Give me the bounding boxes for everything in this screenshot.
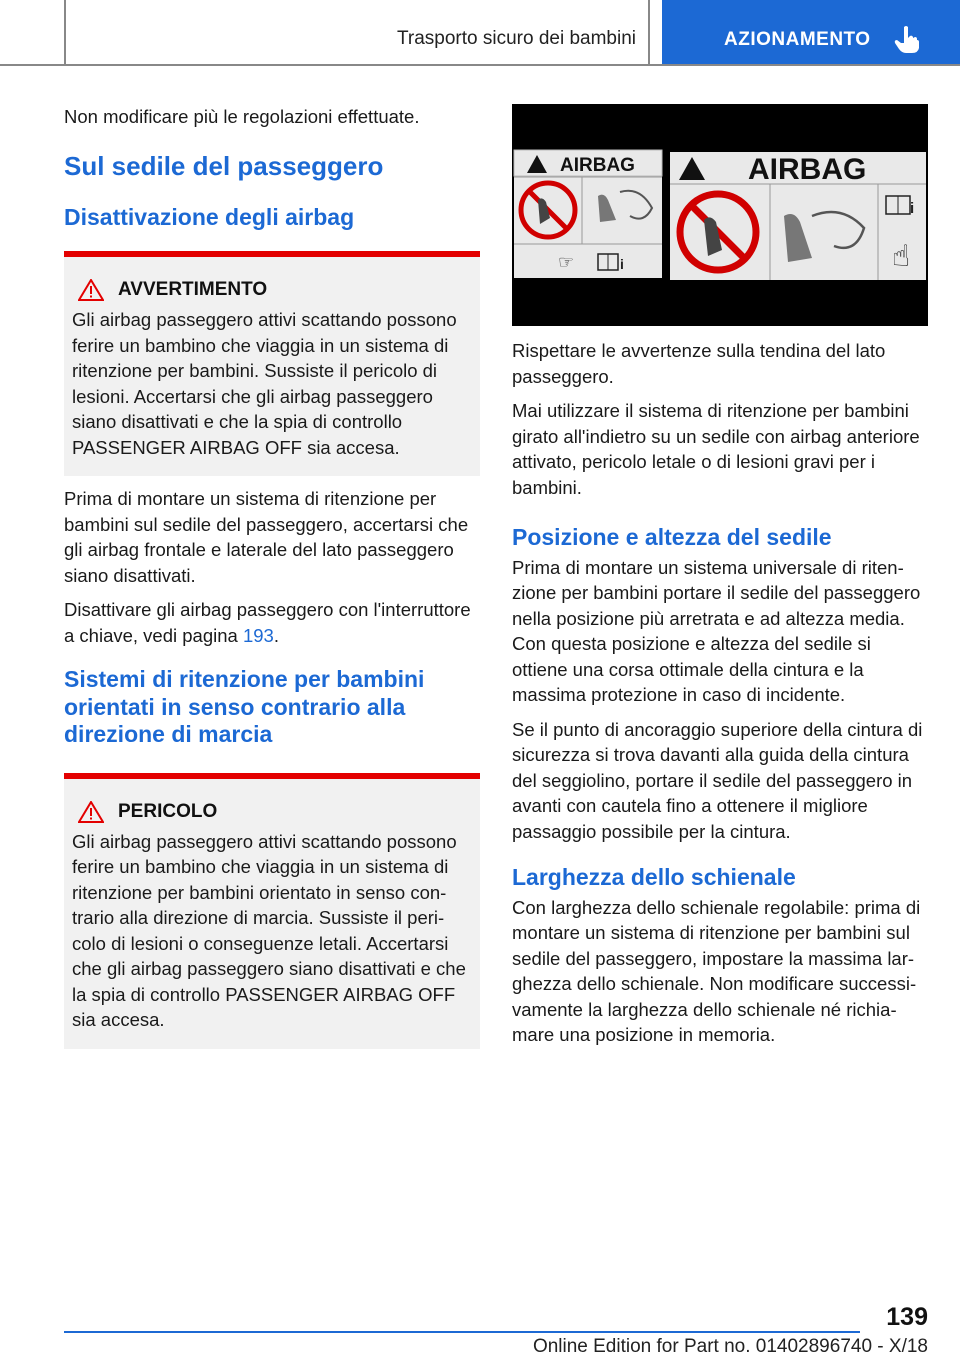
intro-text: Non modificare più le regolazioni effettuate. <box>64 106 420 127</box>
header-section-title: Trasporto sicuro dei bambini <box>396 28 636 49</box>
chapter-tab-label[interactable]: AZIONAMENTO <box>724 29 871 50</box>
paragraph-never-rear-facing: Mai utilizzare il sistema di ritenzione per bambini girato all'indietro su un sedile con airbag anteriore attivato, pericolo letale o di lesioni gravi per i bambini. <box>512 400 920 498</box>
svg-text:i: i <box>910 200 915 217</box>
section-title-rear-facing: Sistemi di ritenzione per bambini orientati in senso contrario alla direzione di marcia <box>64 666 425 747</box>
paragraph-key-switch <box>64 597 480 648</box>
paragraph-belt-anchor: Se il punto di ancoraggio superiore della cintura di sicurezza si trova davanti alla guida della cintura del seggiolino, portare il sedile del passeggero in avanti con cautela fino a ottenere il migliore passaggio possibile per la cintura. <box>512 718 923 842</box>
right-column <box>512 104 928 1057</box>
warning-title: AVVERTIMENTO <box>118 279 268 300</box>
section-title-backrest-width: Larghezza dello schienale <box>512 864 796 890</box>
danger-box <box>64 773 480 1049</box>
header-rule <box>0 64 960 66</box>
paragraph-seat-position: Prima di montare un sistema universale di ritenzione per bambini portare il sedile del passeggero nella posizione più arretrata e ad altezza media. Con questa posizione e altezza del sedile si ottiene una corsa ottimale della cintura e la massima protezione in caso di incidente. <box>512 556 921 705</box>
airbag-label-graphic <box>512 104 928 326</box>
page-number: 139 <box>886 1303 928 1331</box>
small-airbag-text: AIRBAG <box>560 155 635 176</box>
chapter-title: Sul sedile del passeggero <box>64 150 384 181</box>
paragraph-curtain-warnings: Rispettare le avvertenze sulla tendina del lato passeggero. <box>512 340 886 387</box>
danger-header <box>72 801 468 823</box>
danger-text: Gli airbag passeggero attivi scattando possono ferire un bambino che viaggia in un sistema di ritenzione per bambini orientato in senso contrario alla direzione di marcia. Sussiste il pericolo di lesioni o conseguenze letali. Accertarsi che gli airbag passeggero siano disattivati e che la spia di controllo PASSENGER AIRBAG OFF sia accesa. <box>72 830 466 1030</box>
large-airbag-text: AIRBAG <box>748 153 867 186</box>
airbag-warning-label-image <box>512 104 928 326</box>
warning-text: Gli airbag passeggero attivi scattando possono ferire un bambino che viaggia in un sistema di ritenzione per bambini. Sussiste il pericolo di lesioni. Accertarsi che gli airbag passeggero siano disattivati e che la spia di controllo PASSENGER AIRBAG OFF sia accesa. <box>72 309 457 458</box>
section-title-seat-position: Posizione e altezza del sedile <box>512 524 832 550</box>
warning-triangle-icon <box>78 279 104 301</box>
key-switch-end: . <box>273 624 279 646</box>
paragraph-backrest-width: Con larghezza dello schienale regolabile: prima di montare un sistema di ritenzione per bambini sul sedile del passeggero, impostare la massima larghezza dello schienale. Non modificare successivamente la larghezza dello schienale né richiamare una posizione in memoria. <box>512 896 921 1045</box>
header-divider <box>648 0 650 65</box>
section-title-disable-airbag: Disattivazione degli airbag <box>64 203 355 230</box>
page-link[interactable]: 193 <box>242 624 274 646</box>
warning-box <box>64 251 480 476</box>
warning-header <box>72 279 468 301</box>
footer-rule <box>64 1331 860 1333</box>
danger-triangle-icon <box>78 801 104 823</box>
left-column <box>64 104 480 1049</box>
paragraph-before-mounting: Prima di montare un sistema di ritenzione per bambini sul sedile del passeggero, accertarsi che gli airbag frontale e laterale del lato passeggero siano disattivati. <box>64 488 469 586</box>
large-hand-icon: ☝ <box>892 239 911 274</box>
hand-pointer-icon <box>892 24 922 54</box>
key-switch-text: Disattivare gli airbag passeggero con l'interruttore a chiave, vedi pagina <box>64 599 471 646</box>
svg-text:i: i <box>620 256 624 272</box>
danger-title: PERICOLO <box>118 800 218 822</box>
footer-edition: Online Edition for Part no. 01402896740 - X/18 <box>532 1336 928 1357</box>
small-hand-icon: ☞ <box>558 252 575 273</box>
